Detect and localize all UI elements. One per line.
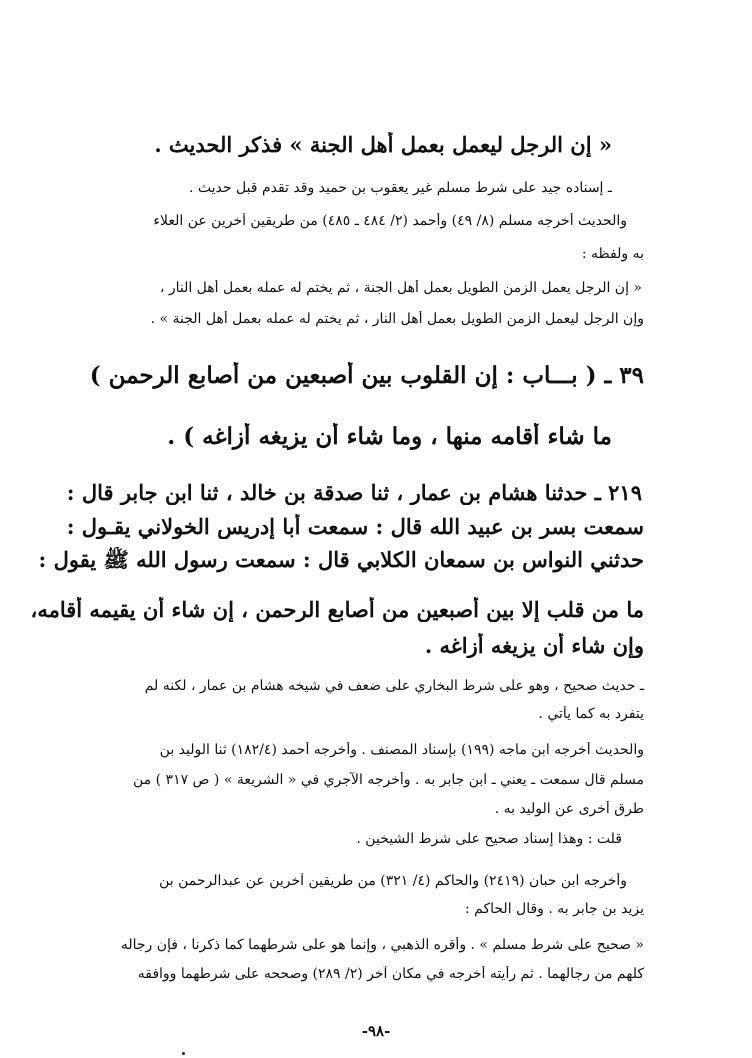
- commentary-line: قلت : وهذا إسناد صحيح على شرط الشيخين .: [356, 831, 622, 847]
- commentary-line: والحديث أخرجه ابن ماجه (١٩٩) بإسناد المصنف . وأخرجه أحمد (١٨٢/٤) ثنا الوليد بن: [159, 742, 644, 758]
- hadith-chain-line: ٢١٩ ـ حدثنا هشام بن عمار ، ثنا صدقة بن خالد ، ثنا ابن جابر قال :: [66, 480, 642, 505]
- quote-line: وإن الرجل ليعمل الزمن الطويل بعمل أهل النار ، ثم يختم له عمله بعمل أهل الجنة » .: [150, 311, 644, 327]
- commentary-line: كلهم من رجالهما . ثم رأيته أخرجه في مكان آخر (٢/ ٢٨٩) وصححه على شرطهما ووافقه: [137, 966, 644, 982]
- hadith-text-line: ما من قلب إلا بين أصبعين من أصابع الرحمن ، إن شاء أن يقيمه أقامه،: [30, 597, 644, 622]
- hadith-chain-line: سمعت بسر بن عبيد الله قال : سمعت أبا إدريس الخولاني يقـول :: [66, 514, 644, 539]
- commentary-line: « صحيح على شرط مسلم » . وأقره الذهبي ، وإنما هو على شرطهما كما ذكرنا ، فإن رجاله: [120, 937, 644, 953]
- scan-speck: [182, 1052, 185, 1055]
- commentary-line: مسلم قال سمعت ـ يعني ـ ابن جابر به . وأخرجه الآجري في « الشريعة » ( ص ٣١٧ ) من: [133, 772, 644, 788]
- commentary-line: يتفرد به كما يأتي .: [538, 706, 644, 722]
- commentary-line: يزيد بن جابر به . وقال الحاكم :: [464, 901, 644, 917]
- commentary-line: به ولفظه :: [581, 246, 644, 262]
- chapter-heading-continued: ما شاء أقامه منها ، وما شاء أن يزيغه أزاغه ) .: [167, 423, 612, 450]
- commentary-line: ـ إسناده جيد على شرط مسلم غير يعقوب بن حميد وقد تقدم قبل حديث .: [188, 180, 612, 196]
- chapter-heading: ٣٩ ـ ( بـــاب : إن القلوب بين أصبعين من أصابع الرحمن ): [89, 362, 644, 389]
- hadith-chain-line: حدثني النواس بن سمعان الكلابي قال : سمعت رسول الله ﷺ يقول :: [38, 547, 644, 572]
- quote-line: « إن الرجل يعمل الزمن الطويل بعمل أهل الجنة ، ثم يختم له عمله بعمل أهل النار ،: [159, 280, 642, 296]
- hadith-excerpt-line: « إن الرجل ليعمل بعمل أهل الجنة » فذكر الحديث .: [154, 132, 612, 157]
- commentary-line: والحديث أخرجه مسلم (٨/ ٤٩) وأحمد (٢/ ٤٨٤ ـ ٤٨٥) من طريقين آخرين عن العلاء: [153, 213, 627, 229]
- page-number: -٩٨-: [361, 1022, 391, 1040]
- commentary-line: طرق أخرى عن الوليد به .: [494, 801, 644, 817]
- commentary-line: وأخرجه ابن حبان (٢٤١٩) والحاكم (٤/ ٣٢١) من طريقين آخرين عن عبدالرحمن بن: [159, 873, 627, 889]
- hadith-text-line: وإن شاء أن يزيغه أزاغه .: [424, 633, 644, 658]
- commentary-line: ـ حديث صحيح ، وهو على شرط البخاري على ضعف في شيخه هشام بن عمار ، لكنه لم: [144, 678, 644, 694]
